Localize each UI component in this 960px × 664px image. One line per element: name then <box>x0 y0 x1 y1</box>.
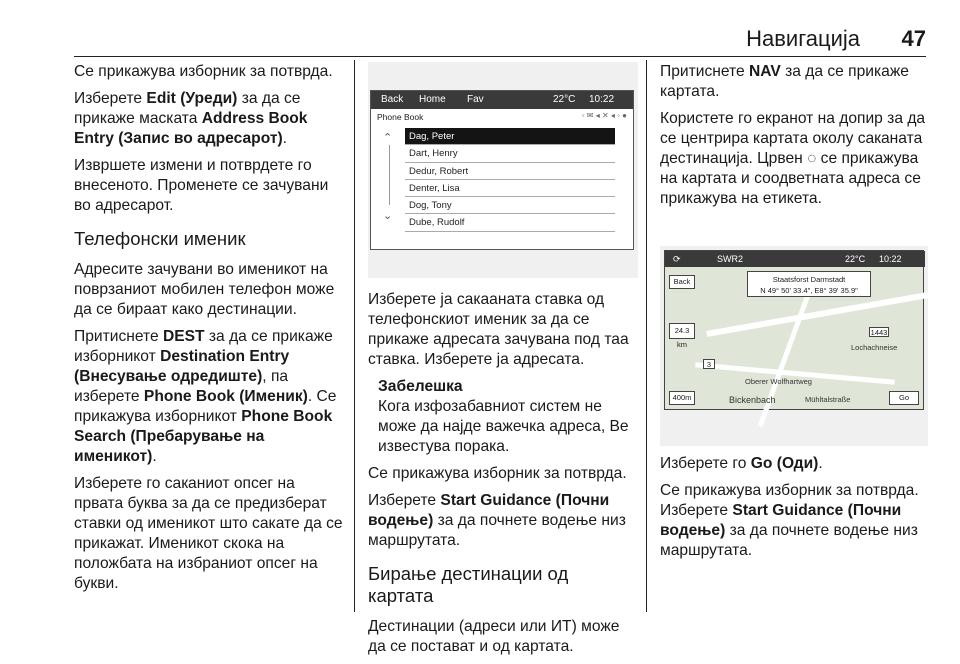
page-header <box>74 26 926 56</box>
map-topbar <box>665 251 925 267</box>
paragraph: Дестинации (адреси или ИТ) може да се постават и од картата. <box>368 618 620 655</box>
section-heading: Телефонски именик <box>74 228 246 249</box>
scrollbar[interactable] <box>389 145 390 205</box>
place-label: Lochachneise <box>851 343 898 352</box>
status-icons: ◦ ✉ ◂ ✕ ◂ ◦ ● <box>581 111 627 120</box>
column-1 <box>74 62 344 601</box>
note-text: Кога изфозабавниот систем не може да најде важечка адреса, Ве известува порака. <box>378 398 629 455</box>
paragraph: Се прикажува изборник за потврда. <box>660 482 919 499</box>
map-figure <box>660 246 928 446</box>
column-3-lower <box>660 454 928 568</box>
paragraph: Изберете ја сакаaната ставка од телефонскиот именик за да се прикаже адресата зачувана под таа ставка. Изберете ја адресата. <box>368 291 629 368</box>
list-item[interactable]: Dart, Henry <box>405 145 615 162</box>
paragraph: Изберете го сакaниот опсег на првата буква за да се предизберат ставки од именикот што сакате да се прикажат. Именикот скока на положбата на избраниот опсег на букви. <box>74 475 343 592</box>
clock: 10:22 <box>879 254 902 264</box>
paragraph: Се прикажува изборник за потврда. <box>74 63 333 80</box>
page-number: 47 <box>901 26 926 51</box>
list-item[interactable]: Dag, Peter <box>405 128 615 145</box>
header-divider <box>74 56 926 57</box>
scale-indicator: 24.3 km <box>669 323 695 339</box>
scroll-up-icon[interactable]: ⌃ <box>383 132 393 144</box>
paragraph: Изберете го Go (Оди). <box>660 455 823 472</box>
go-button[interactable]: Go <box>889 391 919 405</box>
phonebook-figure <box>368 62 638 278</box>
place-label: Bickenbach <box>729 395 776 405</box>
coordinates: N 49° 50' 33.4", E8° 39' 35.9" <box>760 286 858 295</box>
paragraph: Се прикажува изборник за потврда. <box>368 465 627 482</box>
paragraph: Притиснете NAV за да се прикаже картата. <box>660 63 909 100</box>
column-divider <box>646 60 647 612</box>
back-tab[interactable]: Back <box>381 94 404 105</box>
paragraph: Адресите зачувани во именикот на поврзаниот мобилен телефон може да се бираат како дестинации. <box>74 261 335 318</box>
address-label <box>747 271 871 297</box>
column-3 <box>660 62 928 216</box>
screen-topbar <box>371 91 633 109</box>
place-label: Oberer Wolfhartweg <box>745 377 812 386</box>
phonebook-screen <box>370 90 634 250</box>
address-line: Staatsforst Darmstadt <box>772 275 846 284</box>
temperature: 22°C <box>553 94 576 105</box>
scroll-down-icon[interactable]: ⌄ <box>383 210 393 222</box>
station-name: SWR2 <box>717 254 744 264</box>
map-screen[interactable] <box>664 250 924 410</box>
home-tab[interactable]: Home <box>419 94 446 105</box>
refresh-icon[interactable]: ⟳ <box>673 254 681 264</box>
map-road <box>706 291 934 337</box>
paragraph: Користете го екранот на допир за да се центрира картата околу сакaната дестинација. Црвен ◌ се прикажува на картата и соодветната адреса се прикажува на етикета. <box>660 110 926 207</box>
paragraph: Изберете Start Guidance (Почни водење) за да почнете водење низ маршрутата. <box>660 502 918 559</box>
paragraph: Изберете Start Guidance (Почни водење) за да почнете водење низ маршрутата. <box>368 492 626 549</box>
paragraph: Извршете измени и потврдете го внесеното. Променете се зачувани во адресарот. <box>74 157 329 214</box>
column-divider <box>354 60 355 612</box>
screen-subtitle: Phone Book <box>377 112 424 122</box>
zoom-indicator[interactable]: 400m <box>669 391 695 405</box>
chapter-title: Навигација <box>746 26 860 51</box>
note-title: Забелешка <box>378 378 463 395</box>
place-label: Mühltalstraße <box>805 395 851 404</box>
list-item[interactable]: Dog, Tony <box>405 197 615 214</box>
paragraph: Притиснете DEST за да се прикаже изборникот Destination Entry (Внесување одредиште), па изберете Phone Book (Именик). Се прикажува изборникот Phone Book Search (Пребарување на именикот). <box>74 328 337 465</box>
back-button[interactable]: Back <box>669 275 695 289</box>
column-2 <box>368 290 638 664</box>
fav-tab[interactable]: Fav <box>467 94 484 105</box>
note-box <box>368 377 638 457</box>
road-number: 1443 <box>870 328 888 337</box>
phonebook-list <box>405 128 615 232</box>
list-item[interactable]: Dedur, Robert <box>405 163 615 180</box>
road-number: 3 <box>703 359 715 369</box>
list-item[interactable]: Denter, Lisa <box>405 180 615 197</box>
temperature: 22°C <box>845 254 866 264</box>
list-item[interactable]: Dube, Rudolf <box>405 214 615 231</box>
paragraph: Изберете Edit (Уреди) за да се прикаже маската Address Book Entry (Запис во адресарот). <box>74 90 308 147</box>
clock: 10:22 <box>589 94 615 105</box>
section-heading: Бирање дестинации од картата <box>368 563 569 606</box>
